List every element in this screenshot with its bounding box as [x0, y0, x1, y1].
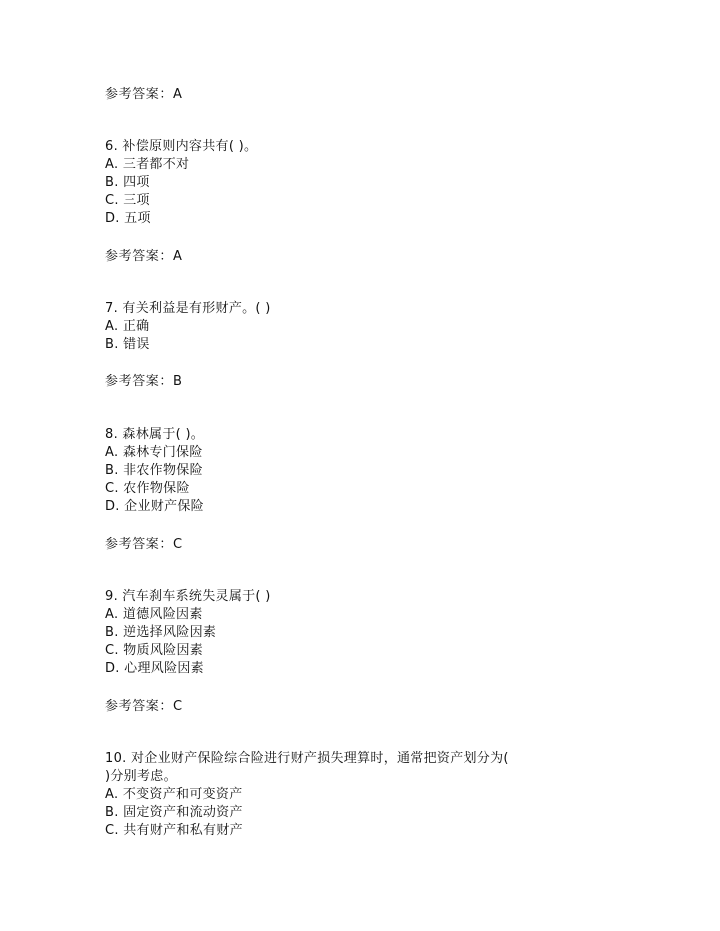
- question-10-stem: 10. 对企业财产保险综合险进行财产损失理算时，通常把资产划分为(: [105, 751, 509, 766]
- question-9-option-a: A. 道德风险因素: [105, 607, 203, 622]
- question-6-answer: 参考答案：A: [105, 249, 183, 264]
- question-7-stem: 7. 有关利益是有形财产。( ): [105, 301, 271, 316]
- question-9-option-b: B. 逆选择风险因素: [105, 625, 217, 640]
- question-10-option-a: A. 不变资产和可变资产: [105, 787, 243, 802]
- question-6-option-b: B. 四项: [105, 175, 150, 190]
- question-8-option-c: C. 农作物保险: [105, 481, 190, 496]
- question-7-option-a: A. 正确: [105, 319, 150, 334]
- question-9-option-c: C. 物质风险因素: [105, 643, 204, 658]
- question-6-option-d: D. 五项: [105, 211, 151, 226]
- question-6-option-a: A. 三者都不对: [105, 157, 190, 172]
- question-10-stem-continued: )分别考虑。: [105, 769, 177, 784]
- question-8-answer: 参考答案：C: [105, 537, 183, 552]
- question-9-option-d: D. 心理风险因素: [105, 661, 204, 676]
- question-7-answer: 参考答案：B: [105, 374, 183, 389]
- question-9-answer: 参考答案：C: [105, 699, 183, 714]
- question-10-option-b: B. 固定资产和流动资产: [105, 805, 243, 820]
- question-8-option-a: A. 森林专门保险: [105, 445, 203, 460]
- question-8-option-b: B. 非农作物保险: [105, 463, 203, 478]
- question-8-stem: 8. 森林属于( )。: [105, 427, 205, 442]
- question-8-option-d: D. 企业财产保险: [105, 499, 204, 514]
- question-6-option-c: C. 三项: [105, 193, 150, 208]
- answer-line: 参考答案：A: [105, 87, 183, 102]
- question-9-stem: 9. 汽车刹车系统失灵属于( ): [105, 589, 271, 604]
- question-6-stem: 6. 补偿原则内容共有( )。: [105, 139, 258, 154]
- question-10-option-c: C. 共有财产和私有财产: [105, 823, 243, 838]
- question-7-option-b: B. 错误: [105, 337, 150, 352]
